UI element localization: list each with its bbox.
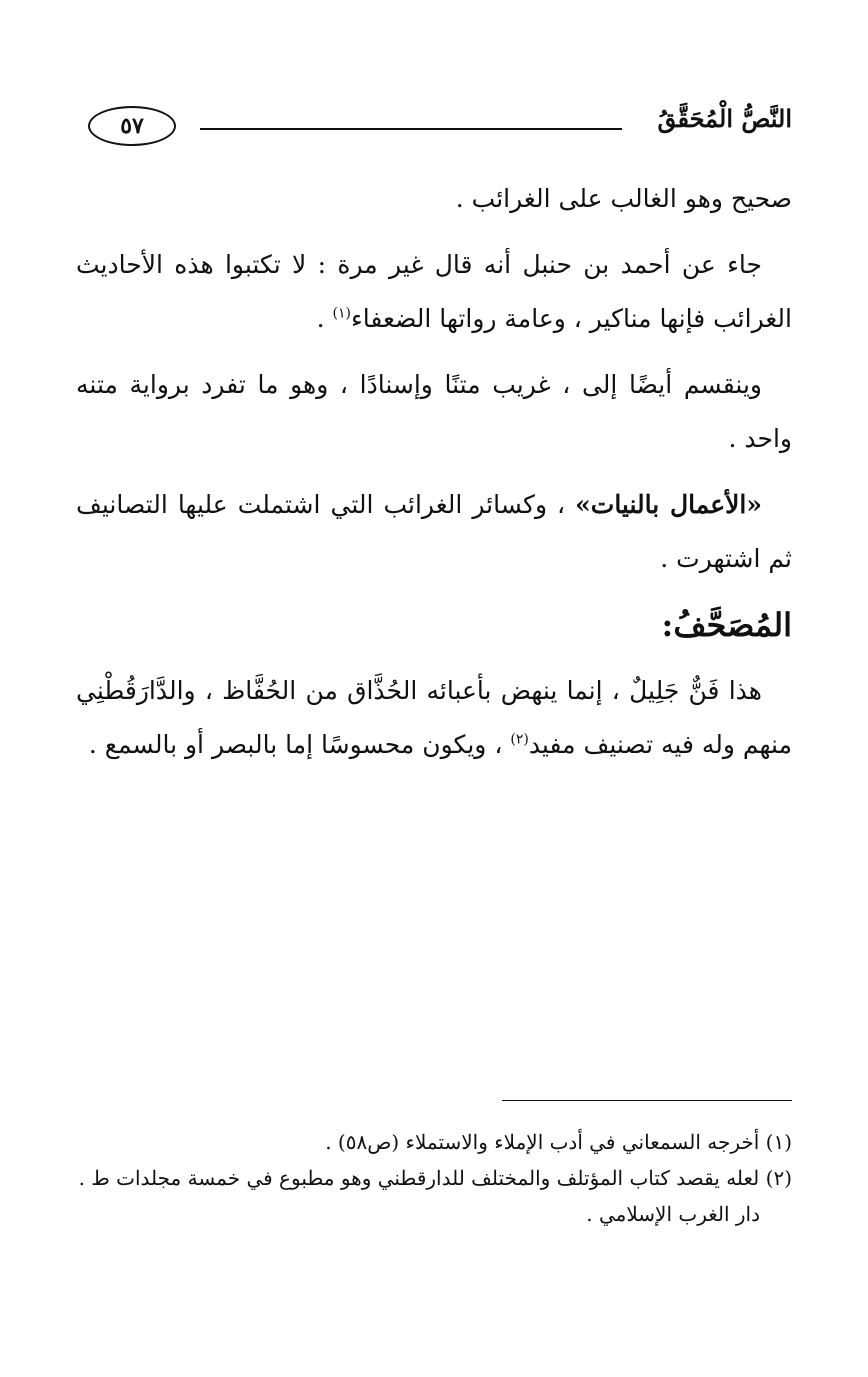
paragraph-3: وينقسم أيضًا إلى ، غريب متنًا وإسنادًا ، وهو ما تفرد برواية متنه واحد . xyxy=(76,370,792,453)
footnote-1: (١) أخرجه السمعاني في أدب الإملاء والاستملاء (ص٥٨) . xyxy=(325,1130,792,1154)
paragraph-5-end: ، ويكون محسوسًا إما بالبصر أو بالسمع . xyxy=(88,730,511,759)
footnote-separator xyxy=(502,1100,792,1101)
paragraph-5 xyxy=(76,664,792,772)
paragraph-2-text: جاء عن أحمد بن حنبل أنه قال غير مرة : لا تكتبوا هذه الأحاديث الغرائب فإنها مناكير ، وعامة رواتها الضعفاء xyxy=(76,250,792,333)
paragraph-2 xyxy=(76,238,792,346)
running-title: النَّصُّ الْمُحَقَّقُ xyxy=(657,104,792,133)
paragraph-5-text: هذا فَنٌّ جَلِيلٌ ، إنما ينهض بأعبائه الحُذَّاق من الحُفَّاظ ، والدَّارَقُطْنِي منهم وله فيه تصنيف مفيد xyxy=(76,676,792,759)
paragraph-4-end: ، وكسائر الغرائب التي اشتملت عليها التصانيف ثم اشتهرت . xyxy=(76,490,792,573)
paragraph-4-bold: «الأعمال بالنيات» xyxy=(575,490,762,519)
main-text xyxy=(76,172,792,772)
page-number xyxy=(88,106,176,146)
footnotes xyxy=(76,1124,792,1232)
section-heading: المُصَحَّفُ: xyxy=(661,606,792,644)
footnote-ref-1: (١) xyxy=(332,305,351,322)
paragraph-2-end: . xyxy=(316,304,333,333)
footnote-2-continued: دار الغرب الإسلامي . xyxy=(586,1202,760,1226)
footnote-2: (٢) لعله يقصد كتاب المؤتلف والمختلف للدارقطني وهو مطبوع في خمسة مجلدات ط . xyxy=(78,1166,792,1190)
page-number-text: ٥٧ xyxy=(120,113,144,139)
paragraph-1: صحيح وهو الغالب على الغرائب . xyxy=(455,184,792,213)
page-header xyxy=(88,98,792,158)
paragraph-4 xyxy=(76,478,792,586)
footnote-ref-2: (٢) xyxy=(510,731,529,748)
header-rule xyxy=(200,128,622,130)
